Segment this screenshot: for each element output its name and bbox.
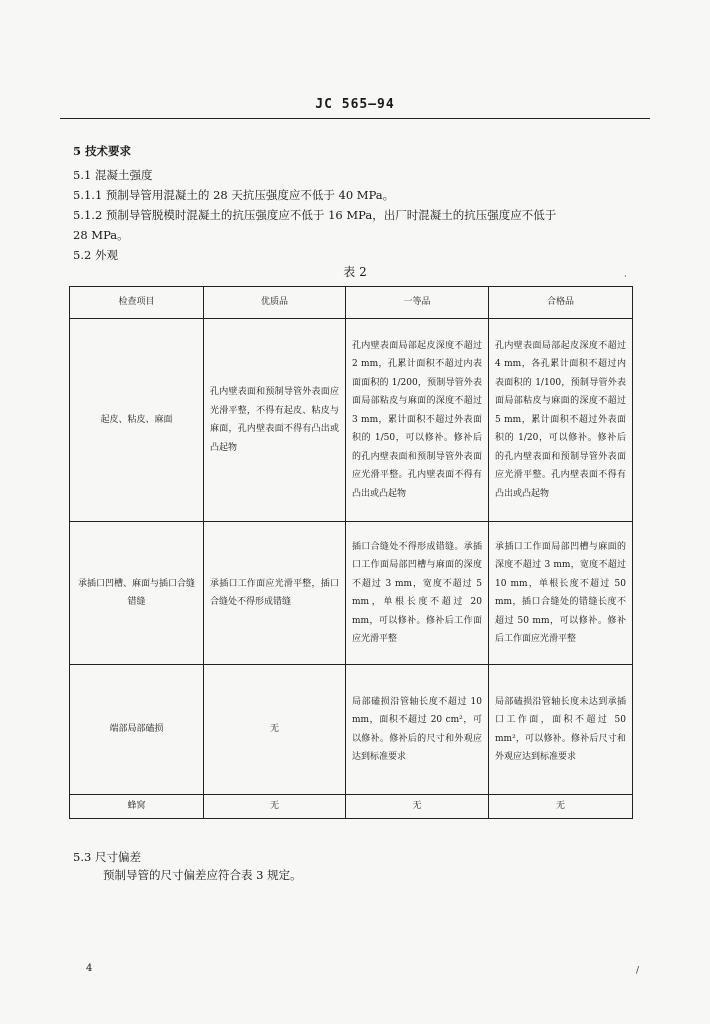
section-5-1-1: 5.1.1 预制导管用混凝土的 28 天抗压强度应不低于 40 MPa。 [73, 188, 395, 202]
qualified-cell: 无 [489, 795, 633, 819]
page-number: 4 [86, 963, 93, 974]
column-header: 优质品 [204, 287, 346, 319]
table-header-row [70, 287, 633, 319]
standard-code: JC 565—94 [315, 97, 395, 112]
column-header: 合格品 [489, 287, 633, 319]
qualified-cell: 承插口工作面局部凹槽与麻面的深度不超过 3 mm，宽度不超过 10 mm，单根长度不超过 50 mm，插口合缝处的错缝长度不超过 50 mm，可以修补。修补后工作面应光滑平整 [489, 522, 633, 665]
premium-cell: 承插口工作面应光滑平整，插口合缝处不得形成错缝 [204, 522, 346, 665]
scan-speck: / [636, 966, 640, 976]
table-row [70, 319, 633, 522]
table-row [70, 795, 633, 819]
appearance-table [69, 286, 633, 819]
column-header: 检查项目 [70, 287, 204, 319]
first-class-cell: 无 [346, 795, 489, 819]
scan-speck: · [624, 272, 627, 282]
qualified-cell: 局部磕损沿管轴长度未达到承插口工作面，面积不超过 50 mm²，可以修补。修补后尺寸和外观应达到标准要求 [489, 665, 633, 795]
row-item: 承插口凹槽、麻面与插口合缝错缝 [70, 522, 204, 665]
section-5-1-heading: 5.1 混凝土强度 [73, 168, 153, 182]
first-class-cell: 插口合缝处不得形成错缝。承插口工作面局部凹槽与麻面的深度不超过 3 mm，宽度不超过 5 mm，单根长度不超过 20 mm，可以修补。修补后工作面应光滑平整 [346, 522, 489, 665]
section-5-3-heading: 5.3 尺寸偏差 [73, 850, 141, 864]
premium-cell: 无 [204, 665, 346, 795]
table-row [70, 522, 633, 665]
row-item: 起皮、粘皮、麻面 [70, 319, 204, 522]
first-class-cell: 局部磕损沿管轴长度不超过 10 mm，面积不超过 20 cm²，可以修补。修补后的尺寸和外观应达到标准要求 [346, 665, 489, 795]
first-class-cell: 孔内壁表面局部起皮深度不超过 2 mm，孔累计面积不超过内表面面积的 1/200，预制导管外表面局部粘皮与麻面的深度不超过 3 mm，累计面积不超过外表面积的 1/50，可以修补。修补后的孔内壁表面和预制导管外表面应光滑平整。孔内壁表面不得有凸出或凸起物 [346, 319, 489, 522]
header-rule [60, 118, 650, 119]
section-5-2-heading: 5.2 外观 [73, 248, 118, 262]
table-caption: 表 2 [343, 265, 367, 279]
section-5-1-2: 5.1.2 预制导管脱模时混凝土的抗压强度应不低于 16 MPa，出厂时混凝土的抗压强度应不低于 [73, 208, 557, 222]
section-5-3-text: 预制导管的尺寸偏差应符合表 3 规定。 [103, 868, 302, 882]
row-item: 端部局部磕损 [70, 665, 204, 795]
column-header: 一等品 [346, 287, 489, 319]
section-5-1-2-cont: 28 MPa。 [73, 228, 129, 242]
premium-cell: 孔内壁表面和预制导管外表面应光滑平整，不得有起皮、粘皮与麻面，孔内壁表面不得有凸出或凸起物 [204, 319, 346, 522]
row-item: 蜂窝 [70, 795, 204, 819]
premium-cell: 无 [204, 795, 346, 819]
table-row [70, 665, 633, 795]
section-5-heading: 5 技术要求 [73, 144, 132, 158]
qualified-cell: 孔内壁表面局部起皮深度不超过 4 mm，各孔累计面积不超过内表面积的 1/100，预制导管外表面局部粘皮与麻面的深度不超过 5 mm，累计面积不超过外表面积的 1/20，可以修补。修补后的孔内壁表面和预制导管外表面应光滑平整。孔内壁表面不得有凸出或凸起物 [489, 319, 633, 522]
